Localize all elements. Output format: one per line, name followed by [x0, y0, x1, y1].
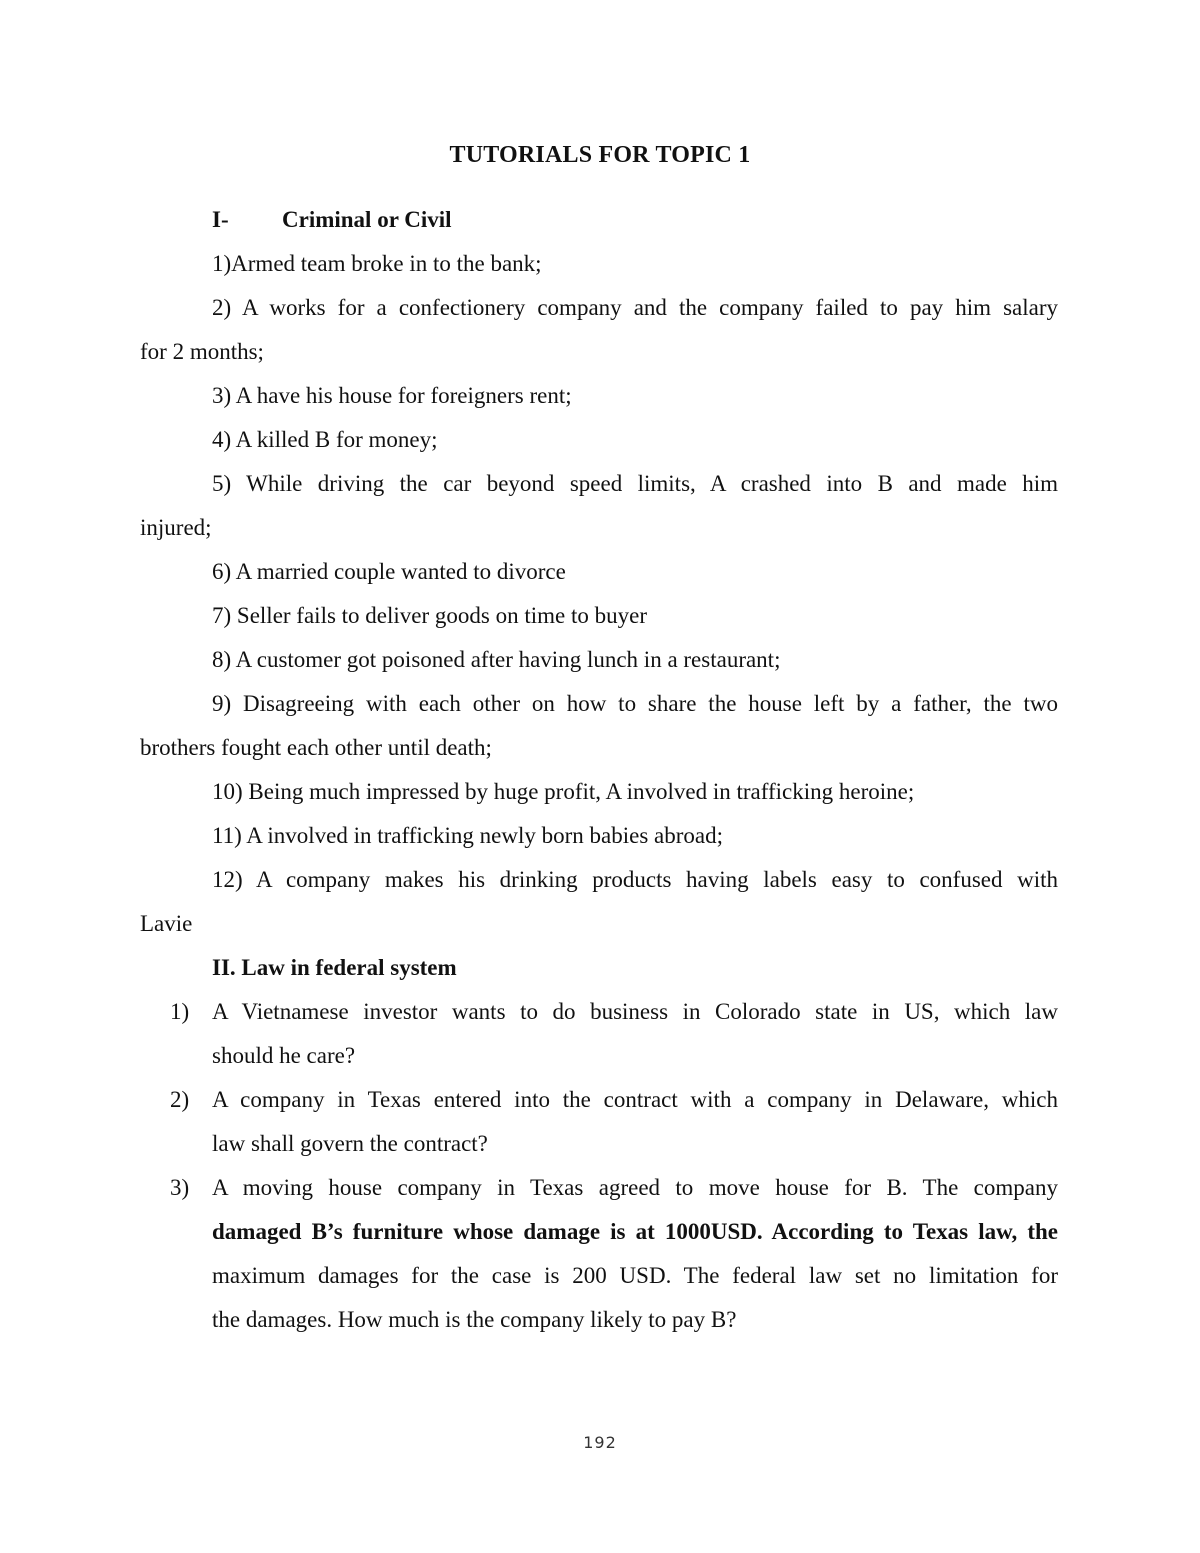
- question-3-line-2: damaged B’s furniture whose damage is at 1000USD. According to Texas law, the: [212, 1219, 1058, 1244]
- item-3: 3) A have his house for foreigners rent;: [212, 383, 572, 408]
- question-1-text: [212, 997, 1058, 1085]
- item-6: 6) A married couple wanted to divorce: [212, 559, 566, 584]
- item-8: 8) A customer got poisoned after having lunch in a restaurant;: [212, 647, 781, 672]
- question-1-number: 1): [170, 999, 190, 1024]
- question-3-line-4: the damages. How much is the company likely to pay B?: [212, 1307, 737, 1332]
- item-11: 11) A involved in trafficking newly born babies abroad;: [212, 823, 723, 848]
- section-2-heading: II. Law in federal system: [212, 955, 457, 980]
- question-3-line-3: maximum damages for the case is 200 USD. The federal law set no limitation for: [212, 1263, 1058, 1288]
- item-4: 4) A killed B for money;: [212, 427, 438, 452]
- question-3-line-1: A moving house company in Texas agreed to move house for B. The company: [212, 1175, 1058, 1200]
- question-1-line-2: should he care?: [212, 1043, 356, 1068]
- page-title: TUTORIALS FOR TOPIC 1: [449, 142, 751, 168]
- question-2-text: [212, 1085, 1058, 1173]
- question-2-line-1: A company in Texas entered into the contract with a company in Delaware, which: [212, 1087, 1058, 1112]
- question-2-number: 2): [170, 1087, 190, 1112]
- item-12-line-1: 12) A company makes his drinking products having labels easy to confused with: [212, 867, 1058, 892]
- item-1: 1)Armed team broke in to the bank;: [212, 251, 542, 276]
- item-7: 7) Seller fails to deliver goods on time to buyer: [212, 603, 647, 628]
- item-9-line-1: 9) Disagreeing with each other on how to share the house left by a father, the two: [212, 691, 1058, 716]
- question-3-number: 3): [170, 1175, 190, 1200]
- item-5-line-2: injured;: [140, 515, 212, 540]
- question-2-line-2: law shall govern the contract?: [212, 1131, 488, 1156]
- section-1-number: I-: [212, 207, 229, 232]
- item-5-line-1: 5) While driving the car beyond speed limits, A crashed into B and made him: [212, 471, 1058, 496]
- item-2-line-2: for 2 months;: [140, 339, 264, 364]
- question-1-line-1: A Vietnamese investor wants to do business in Colorado state in US, which law: [212, 999, 1058, 1024]
- page-number: 192: [583, 1433, 617, 1452]
- section-1-title: Criminal or Civil: [282, 207, 452, 232]
- item-10: 10) Being much impressed by huge profit, A involved in trafficking heroine;: [212, 779, 915, 804]
- item-12-line-2: Lavie: [140, 911, 193, 936]
- section-1-heading: [212, 207, 452, 233]
- item-2-line-1: 2) A works for a confectionery company and the company failed to pay him salary: [212, 295, 1058, 320]
- item-9-line-2: brothers fought each other until death;: [140, 735, 492, 760]
- question-3-text: [212, 1173, 1058, 1349]
